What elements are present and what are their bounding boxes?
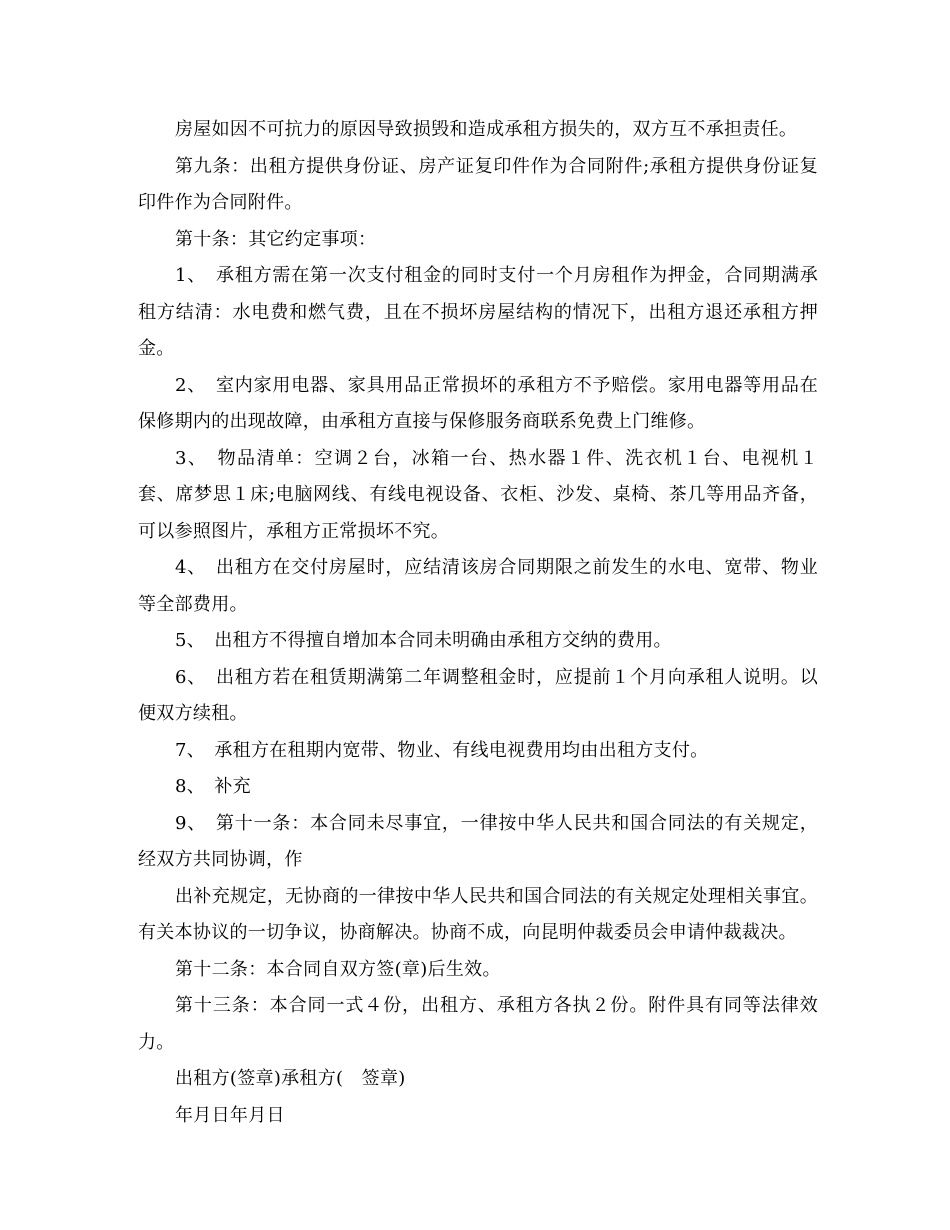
paragraph-item-3: 3、 物品清单：空调２台，冰箱一台、热水器１件、洗衣机１台、电视机１套、席梦思１床;电脑网线、有线电视设备、衣柜、沙发、桌椅、茶几等用品齐备，可以参照图片，承租方正常损坏不究。	[138, 447, 818, 542]
paragraph-item-1: 1、 承租方需在第一次支付租金的同时支付一个月房租作为押金，合同期满承租方结清：水电费和燃气费，且在不损坏房屋结构的情况下，出租方退还承租方押金。	[138, 265, 818, 359]
signature-line: 出租方(签章)承租方( 签章)	[175, 1068, 406, 1089]
paragraph-item-7: 7、 承租方在租期内宽带、物业、有线电视费用均由出租方支付。	[175, 739, 709, 761]
paragraph-item-9: 9、 第十一条：本合同未尽事宜，一律按中华人民共和国合同法的有关规定，经双方共同协调，作	[138, 812, 818, 870]
paragraph-article-9: 第九条：出租方提供身份证、房产证复印件作为合同附件;承租方提供身份证复印件作为合同附件。	[138, 155, 818, 213]
paragraph-article-13: 第十三条：本合同一式４份，出租方、承租方各执２份。附件具有同等法律效力。	[138, 995, 818, 1053]
paragraph-article-10: 第十条：其它约定事项：	[175, 228, 377, 250]
paragraph-item-8: 8、 补充	[175, 776, 251, 797]
contract-body	[138, 112, 818, 1134]
paragraph-article-12: 第十二条：本合同自双方签(章)后生效。	[175, 958, 501, 980]
paragraph-item-4: 4、 出租方在交付房屋时，应结清该房合同期限之前发生的水电、宽带、物业等全部费用。	[138, 557, 818, 615]
paragraph-force-majeure: 房屋如因不可抗力的原因导致损毁和造成承租方损失的，双方互不承担责任。	[175, 119, 798, 140]
paragraph-item-5: 5、 出租方不得擅自增加本合同未明确由承租方交纳的费用。	[175, 630, 672, 651]
paragraph-supplement: 出补充规定，无协商的一律按中华人民共和国合同法的有关规定处理相关事宜。有关本协议的一切争议，协商解决。协商不成，向昆明仲裁委员会申请仲裁裁决。	[138, 885, 818, 943]
paragraph-item-6: 6、 出租方若在租赁期满第二年调整租金时，应提前１个月向承租人说明。以便双方续租。	[138, 666, 818, 724]
paragraph-item-2: 2、 室内家用电器、家具用品正常损坏的承租方不予赔偿。家用电器等用品在保修期内的出现故障，由承租方直接与保修服务商联系免费上门维修。	[138, 374, 818, 432]
date-line: 年月日年月日	[175, 1104, 285, 1126]
